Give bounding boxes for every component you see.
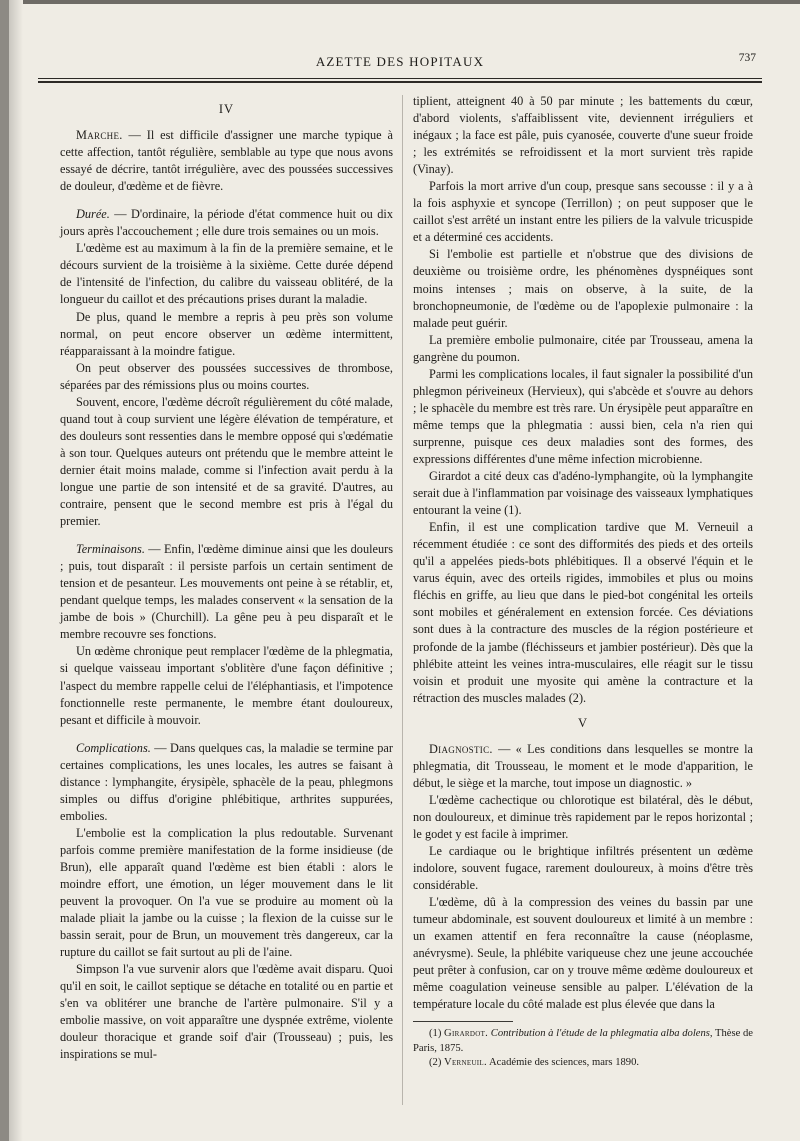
header-rule-thin [38, 78, 762, 79]
footnote-2: (2) Verneuil. Académie des sciences, mars 1890. [429, 1057, 640, 1069]
paragraph-simpson: Simpson l'a vue survenir alors que l'œdème avait disparu. Quoi qu'il en soit, le caillot septique se détache en totalité ou en partie et s'en va oblitérer une branche de l'artère pulmonaire. S'il y a embolie massive, on voit apparaître une dyspnée extrême, violente douleur thoracique et grande soif d'air (Trousseau) ; puis, les inspirations se mul- [60, 962, 393, 1062]
paragraph-embolie-partielle: Si l'embolie est partielle et n'obstrue que des divisions de deuxième ou troisième ordre, les phénomènes dyspnéiques sont moins intenses ; mais on observe, à la suite, de la bronchopneumonie, de l'œdème ou de l'apoplexie pulmonaire : la malade peut guérir. [413, 247, 753, 330]
section-heading-v: V [577, 715, 589, 730]
paragraph-continuation: tiplient, atteignent 40 à 50 par minute ; les battements du cœur, d'abord violents, s'affaiblissent vite, deviennent irréguliers et inégaux ; la face est pâle, puis cyanosée, couverte d'une sueur froide ; les extrémités se refroidissent et la mort survient très rapide (Vinay). [413, 94, 753, 177]
paragraph-oedeme-max: L'œdème est au maximum à la fin de la première semaine, et le décours survient de la troisième à la sixième. Cette durée dépend de l'intensité de l'infection, du calibre du vaisseau oblitéré, de la longueur du caillot et des précautions prises durant la maladie. [60, 241, 393, 307]
paragraph-complications: Complications. — Dans quelques cas, la maladie se termine par certaines complications, les unes locales, les autres se faisant à distance : lymphangite, érysipèle, sphacèle de la peau, phlegmons simples ou diffus d'origine phlébitique, arthrites suppurées, embolies. [60, 740, 393, 823]
page-header [40, 52, 760, 74]
footnote-rule [413, 1021, 513, 1022]
paragraph-title: Marche. [76, 128, 123, 143]
paragraph-title: Complications. [76, 740, 151, 755]
paragraph-poussees: On peut observer des poussées successives de thrombose, séparées par des rémissions plus ou moins courtes. [60, 360, 393, 392]
right-column [413, 93, 753, 1071]
header-rule-thick [38, 81, 762, 83]
paragraph-parfois: Parfois la mort arrive d'un coup, presque sans secousse : il y a à la fois asphyxie et syncope (Terrillon) ; on peut supposer que le caillot s'est arrêté un instant entre les piliers de la valvule tricuspide et a déterminé ces accidents. [413, 179, 753, 245]
footnote-1: (1) Girardot. Contribution à l'étude de la phlegmatia alba dolens, Thèse de Paris, 1875. [413, 1028, 753, 1054]
paragraph-title: Durée. [76, 207, 110, 222]
binding-shadow [9, 0, 23, 1141]
paragraph-premiere-embolie: La première embolie pulmonaire, citée par Trousseau, amena la gangrène du poumon. [413, 332, 753, 364]
footnote-author: Verneuil. [444, 1057, 487, 1069]
paragraph-marche: Marche. — Il est difficile d'assigner une marche typique à cette affection, tantôt régulière, semblable au type que nous avons essayé de décrire, tantôt irrégulière, avec des poussées successives de douleur, d'œdème et de fièvre. [60, 128, 393, 194]
column-divider [402, 95, 403, 1105]
paragraph-diagnostic: Diagnostic. — « Les conditions dans lesquelles se montre la phlegmatia, dit Trousseau, le moment et le mode d'apparition, le début, le siège et la marche, tout impose un diagnostic. » [413, 741, 753, 790]
paragraph-title: Diagnostic. [429, 741, 493, 756]
paragraph-girardot: Girardot a cité deux cas d'adéno-lymphangite, où la lymphangite serait due à l'inflammation par voisinage des vaisseaux lymphatiques entourant la veine (1). [413, 469, 753, 518]
section-heading-iv: IV [218, 102, 235, 116]
binding-edge [0, 0, 9, 1141]
running-title: AZETTE DES HOPITAUX [315, 54, 485, 69]
paragraph-chronique: Un œdème chronique peut remplacer l'œdème de la phlegmatia, si quelque vaisseau important s'oblitère d'une façon définitive ; l'aspect du membre rappelle celui de l'éléphantiasis, et l'impotence fonctionnelle reste permanente, le membre étant douloureux, pesant et difficile à mouvoir. [60, 644, 393, 727]
paragraph-embolie: L'embolie est la complication la plus redoutable. Survenant parfois comme première manifestation de la forme insidieuse (de Brun), elle apparaît quand l'œdème est bien établi : alors le moindre effort, une émotion, un léger mouvement dans le lit peuvent la provoquer. On l'a vue se produire au moment où la malade pliait la jambe ou la cuisse ; la flexion de la cuisse sur le bassin serait, pour de Brun, un mouvement très dangereux, car la rupture du caillot se fait surtout au pli de l'aine. [60, 825, 393, 960]
paragraph-complications-locales: Parmi les complications locales, il faut signaler la possibilité d'un phlegmon périveineux (Hervieux), qui s'abcède et s'ouvre au dehors ; le sphacèle du membre est très rare. Un érysipèle peut apparaître en même temps que la phlegmatia : aussi bien, cela n'a rien qui surprenne, puisque ces deux maladies sont des formes, des expressions différentes d'une même infection microbienne. [413, 366, 753, 466]
paragraph-terminaisons: Terminaisons. — Enfin, l'œdème diminue ainsi que les douleurs ; puis, tout disparaît : il persiste parfois un certain sentiment de tension et de pesanteur. Les mouvements ont peine à se rétablir, et, pendant quelque temps, les malades conservent « la sensation de la jambe de bois » (Churchill). La gêne peu à peu disparaît et le membre recouvre ses fonctions. [60, 542, 393, 642]
footnote-author: Girardot. [444, 1028, 489, 1040]
paragraph-title: Terminaisons. [76, 542, 145, 557]
left-column [60, 93, 393, 1064]
paragraph-souvent: Souvent, encore, l'œdème décroît régulièrement du côté malade, quand tout à coup survient une légère élévation de température, et des douleurs sont ressenties dans le membre opposé qui s'œdématie à son tour. Quelques auteurs ont prétendu que le membre atteint le dernier était moins malade, comme si l'infection avait perdu à la longue une partie de son intensité et de sa gravité. D'autres, au contraire, pensent que le second membre est pris à l'égal du premier. [60, 394, 393, 529]
paragraph-de-plus: De plus, quand le membre a repris à peu près son volume normal, on peut encore observer un œdème intermittent, réapparaissant à la moindre fatigue. [60, 309, 393, 358]
paragraph-duree: Durée. — D'ordinaire, la période d'état commence huit ou dix jours après l'accouchement ; elle dure trois semaines ou un mois. [60, 207, 393, 239]
page-number: 737 [738, 52, 756, 64]
page-top-strip [0, 0, 800, 4]
paragraph-verneuil: Enfin, il est une complication tardive que M. Verneuil a récemment étudiée : ce sont des difformités des pieds et des orteils qu'il a appelées pieds-bots phlébitiques. Il a observé l'équin et le varus équin, avec des orteils rigides, immobiles et plus ou moins fléchis en griffe, au lieu que dans le pied-bot congénital les orteils sont mobiles et généralement en extension forcée. Ces déviations sont dues à la contracture des muscles de la région postérieure et profonde de la jambe (fléchisseurs et jambier postérieur). Dès que la phlébite atteint les veines intra-musculaires, elle réagit sur le tissu voisin et produit une myosite qui amène la contracture et la rétraction des muscles malades (2). [413, 520, 753, 705]
paragraph-compression: L'œdème, dû à la compression des veines du bassin par une tumeur abdominale, est souvent douloureux et limité à un membre : un examen attentif en fera reconnaître la cause (néoplasme, anévrysme). Seule, la phlébite variqueuse chez une jeune accouchée peut prêter à confusion, car on y trouve même œdème douloureux et même coagulation veineuse sensible au palper. L'élévation de la température locale du côté malade est plus élevée que dans la [413, 895, 753, 1012]
paragraph-cachectique: L'œdème cachectique ou chlorotique est bilatéral, dès le début, non douloureux, et diminue très rapidement par le repos horizontal ; le godet y est facile à imprimer. [413, 792, 753, 841]
paragraph-cardiaque: Le cardiaque ou le brightique infiltrés présentent un œdème indolore, souvent fugace, rarement douloureux, à moins d'être très considérable. [413, 844, 753, 893]
